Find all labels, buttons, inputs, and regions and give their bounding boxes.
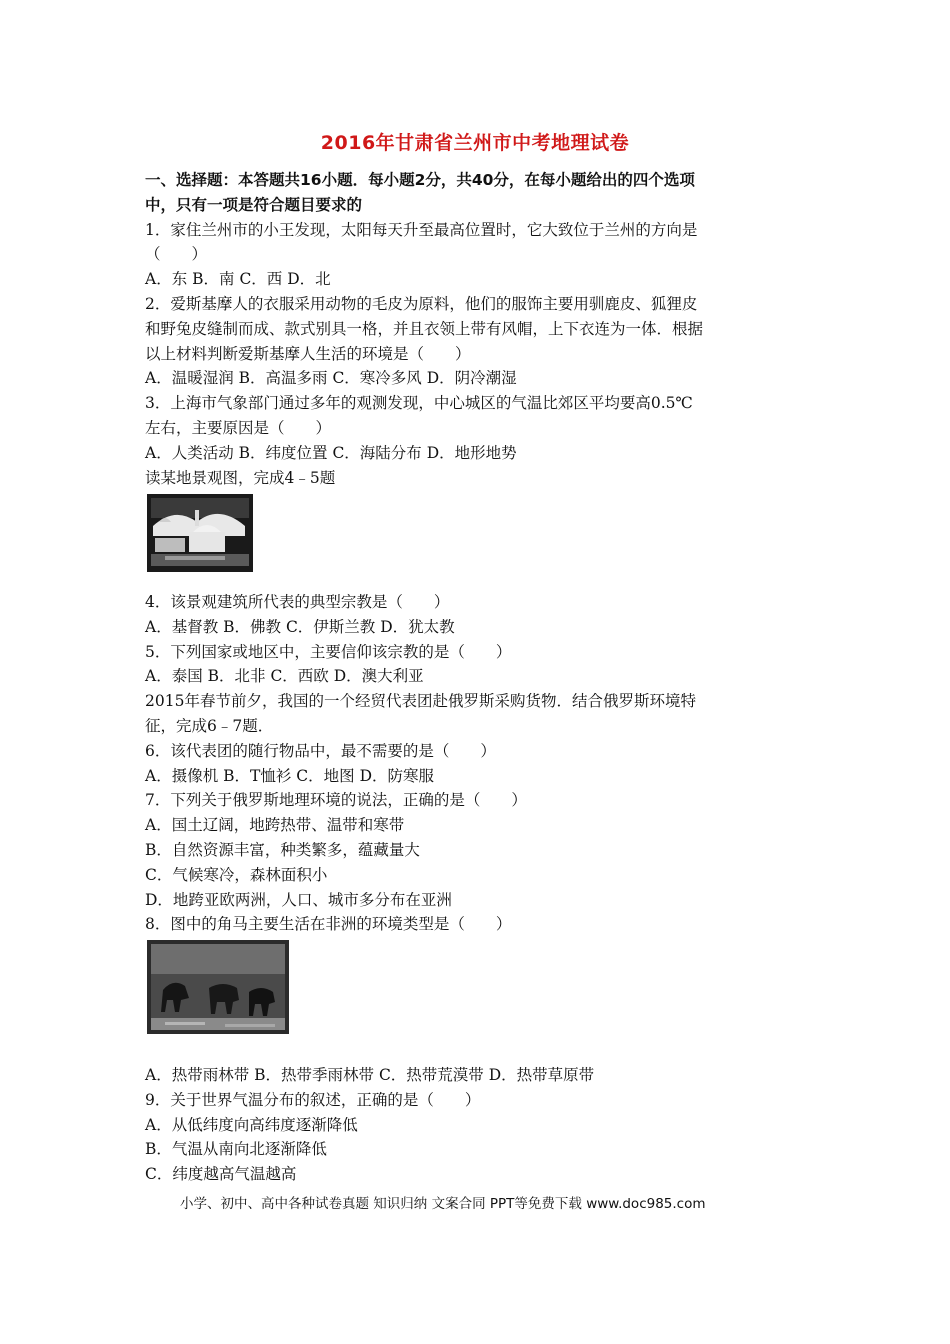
text-line: 5．下列国家或地区中，主要信仰该宗教的是（ ） bbox=[145, 642, 512, 661]
text-line: 以上材料判断爱斯基摩人生活的环境是（ ） bbox=[145, 344, 471, 363]
text-line: 4．该景观建筑所代表的典型宗教是（ ） bbox=[145, 593, 450, 611]
landscape-photo bbox=[145, 492, 255, 574]
text-line: 7．下列关于俄罗斯地理环境的说法，正确的是（ ） bbox=[145, 791, 527, 810]
text-line: A．东 B．南 C．西 D．北 bbox=[145, 270, 331, 289]
text-line: 读某地景观图，完成4﹣5题 bbox=[145, 468, 336, 487]
text-line: （ ） bbox=[145, 245, 208, 264]
question-block-1 bbox=[145, 168, 810, 490]
question-block-2 bbox=[145, 590, 810, 937]
text-line: 2．爱斯基摩人的衣服采用动物的毛皮为原料，他们的服饰主要用驯鹿皮、狐狸皮 bbox=[145, 294, 698, 313]
text-line: 3．上海市气象部门通过多年的观测发现，中心城区的气温比郊区平均要高0.5℃ bbox=[145, 394, 693, 413]
section-heading-line-1: 一、选择题：本答题共16小题．每小题2分，共40分，在每小题给出的四个选项 bbox=[145, 171, 695, 189]
text-line: A．温暖湿润 B．高温多雨 C．寒冷多风 D．阴冷潮湿 bbox=[145, 369, 517, 388]
text-line: A．基督教 B．佛教 C．伊斯兰教 D．犹太教 bbox=[145, 617, 455, 636]
text-line: A．摄像机 B．T恤衫 C．地图 D．防寒服 bbox=[145, 766, 434, 785]
text-line: C．气候寒冷，森林面积小 bbox=[145, 865, 328, 884]
footer-text: 小学、初中、高中各种试卷真题 知识归纳 文案合同 PPT等免费下载 www.doc985.com bbox=[180, 1196, 706, 1212]
question-block-3 bbox=[145, 1063, 810, 1187]
text-line: 9．关于世界气温分布的叙述，正确的是（ ） bbox=[145, 1090, 481, 1109]
text-line: 6．该代表团的随行物品中，最不需要的是（ ） bbox=[145, 741, 496, 760]
text-line: A．泰国 B．北非 C．西欧 D．澳大利亚 bbox=[145, 667, 424, 686]
text-line: 和野兔皮缝制而成、款式别具一格，并且衣领上带有风帽，上下衣连为一体．根据 bbox=[145, 319, 704, 338]
text-line: B．自然资源丰富，种类繁多，蕴藏量大 bbox=[145, 840, 420, 859]
text-line: 征，完成6﹣7题． bbox=[145, 716, 274, 735]
text-line: 8．图中的角马主要生活在非洲的环境类型是（ ） bbox=[145, 915, 512, 934]
page-title: 2016年甘肃省兰州市中考地理试卷 bbox=[320, 132, 630, 154]
wildebeest-photo bbox=[145, 938, 291, 1036]
text-line: 1．家住兰州市的小王发现，太阳每天升至最高位置时，它大致位于兰州的方向是 bbox=[145, 220, 698, 239]
section-heading-line-2: 中，只有一项是符合题目要求的 bbox=[145, 195, 363, 214]
text-line: A．国土辽阔，地跨热带、温带和寒带 bbox=[145, 816, 405, 835]
text-line: 2015年春节前夕，我国的一个经贸代表团赴俄罗斯采购货物．结合俄罗斯环境特 bbox=[145, 692, 696, 711]
text-line: A．热带雨林带 B．热带季雨林带 C．热带荒漠带 D．热带草原带 bbox=[145, 1066, 595, 1084]
text-line: C．纬度越高气温越高 bbox=[145, 1165, 297, 1184]
text-line: A．从低纬度向高纬度逐渐降低 bbox=[145, 1115, 358, 1134]
text-line: D．地跨亚欧两洲，人口、城市多分布在亚洲 bbox=[145, 890, 452, 909]
text-line: A．人类活动 B．纬度位置 C．海陆分布 D．地形地势 bbox=[145, 443, 517, 462]
text-line: 左右，主要原因是（ ） bbox=[145, 418, 332, 437]
text-line: B．气温从南向北逐渐降低 bbox=[145, 1140, 327, 1159]
